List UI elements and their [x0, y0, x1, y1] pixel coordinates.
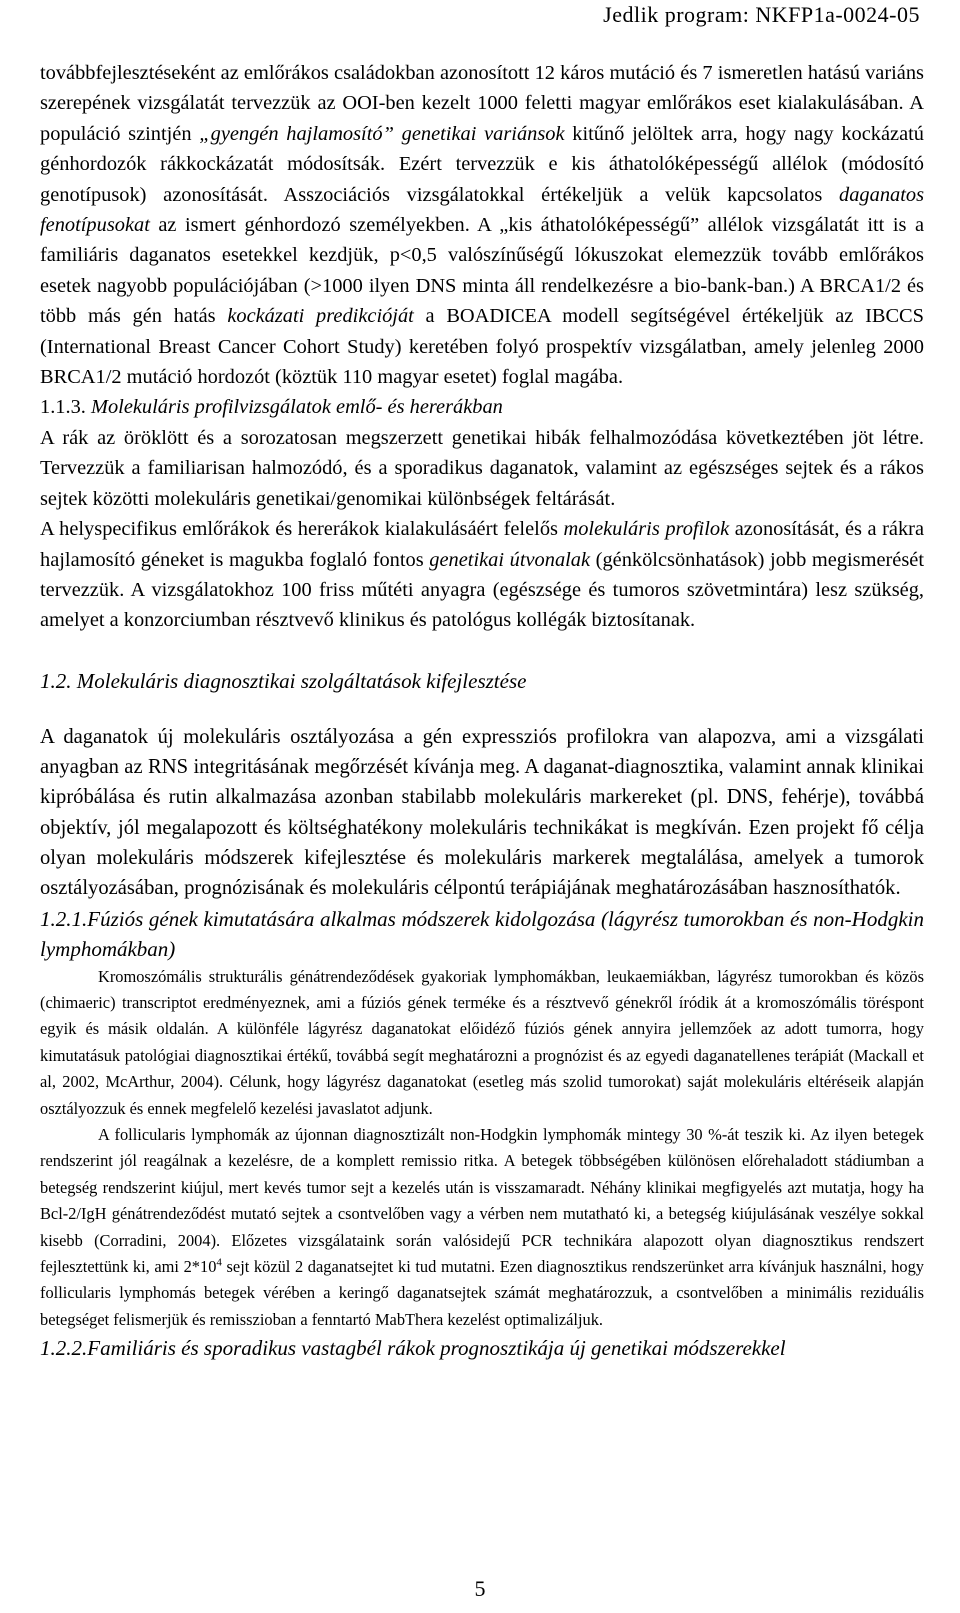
- paragraph: [40, 514, 924, 636]
- small-text-block: [40, 964, 924, 1334]
- text-run: a BOADICEA modell segítségével értékeljük az IBCCS (International Breast Cancer Cohort Study) keretében folyó prospektív vizsgálatban, amely jelenleg 2000 BRCA1/2 mutáció hordozót (köztük 110 magyar esetet) foglal magába.: [40, 305, 924, 389]
- italic-term: „gyengén hajlamosító” genetikai variánsok: [199, 122, 565, 145]
- paragraph: [40, 1122, 924, 1333]
- paragraph: Kromoszómális strukturális génátrendeződések gyakoriak lymphomákban, leukaemiákban, lágyrész tumorokban és közös (chimaeric) transcriptot eredményeznek, ami a fúziós gének terméke és a résztvevő génekről íródik át a kromoszómális töréspont egyik és másik oldalán. A különféle lágyrész daganatokat előidéző fúziós gének annyira jellemzőek az adott tumorra, hogy kimutatásuk patológiai diagnosztikai értékű, továbbá segít meghatározni a prognózist és az egyedi daganatellenes terápiát (Mackall et al, 2002, McArthur, 2004). Célunk, hogy lágyrész daganatokat (esetleg más szolid tumorokat) saját molekuláris eltéréseik alapján osztályozzuk és ennek megfelelő kezelési javaslatot adjunk.: [40, 966, 924, 1118]
- heading-title: 1.2.2.Familiáris és sporadikus vastagbél rákok prognosztikája új genetikai módszerekkel: [40, 1336, 786, 1361]
- heading-1-2-1: [40, 904, 924, 964]
- page-number: 5: [474, 1576, 486, 1601]
- section-1-1: [40, 58, 924, 636]
- heading-title: 1.2.1.Fúziós gének kimutatására alkalmas módszerek kidolgozása (lágyrész tumorokban és non-Hodgkin lymphomákban): [40, 906, 924, 961]
- italic-term: daganatos fenotípusokat: [40, 183, 924, 237]
- text-run: (génkölcsönhatások) jobb megismerését tervezzük. A vizsgálatokhoz 100 friss műtéti anyagra (egészsége és tumoros szövetmintára) lesz szükség, amelyet a konzorciumban résztvevő klinikus és patológus kollégák biztosítanak.: [40, 548, 924, 632]
- heading-1-2-2: [40, 1333, 924, 1363]
- superscript: 4: [216, 1256, 222, 1269]
- paragraph: A daganatok új molekuláris osztályozása a gén expressziós profilokra van alapozva, ami a vizsgálati anyagban az RNS integritásának megőrzését kívánja meg. A daganat-diagnosztika, valamint annak klinikai kipróbálása és rutin alkalmazása azonban stabilabb molekuláris markereket (pl. DNS, fehérje), továbbá objektív, jól megalapozott és költséghatékony molekuláris technikákat is megkíván. Ezen projekt fő célja olyan molekuláris módszerek kifejlesztése és molekuláris markerek megtalálása, amelyek a tumorok osztályozásában, prognózisának és molekuláris célpontú terápiájának meghatározásában hasznosíthatók.: [40, 725, 924, 900]
- text-run: sejt közül 2 daganatsejtet ki tud mutatni. Ezen diagnosztikus rendszerünket arra kívánjuk használni, hogy follicularis lymphomás betegek vérében a keringő daganatsejtek számát meghatározzuk, a csontvelőben a minimális reziduális betegséget felismerjük és remisszioban a fenntartó MabThera kezelést optimalizáljuk.: [40, 1256, 924, 1329]
- text-run: A helyspecifikus emlőrákok és hererákok kialakulásáért felelős: [40, 518, 564, 541]
- text-run: azonosítását, és a rákra hajlamosító géneket is magukba foglaló fontos: [40, 518, 924, 571]
- text-run: továbbfejlesztéseként az emlőrákos családokban azonosított 12 káros mutáció és 7 ismeretlen hatású variáns szerepének vizsgálatát tervezzük az OOI-ben kezelt 1000 feletti magyar emlőrákos eset kialakulásában. A populáció szintjén: [40, 62, 924, 145]
- text-run: A follicularis lymphomák az újonnan diagnosztizált non-Hodgkin lymphomák mintegy 30 %-át teszik ki. Az ilyen betegek rendszerint jól reagálnak a kezelésre, de a komplett remissio ritka. A betegek többségében különösen előrehaladott stádiumban a betegség rendszerint kiújul, mert kevés tumor sejt a kezelés után is visszamaradt. Néhány klinikai megfigyelés azt mutatja, hogy ha Bcl-2/IgH génátrendeződést mutató sejtek a csontvelőben vagy a vérben nem mutatható ki, a betegség kiújulásának veszélye sokkal kisebb (Corradini, 2004). Előzetes vizsgálataink során valósidejű PCR technikára alapozott olyan diagnosztikus rendszert fejlesztettünk ki, ami 2*10: [40, 1124, 924, 1276]
- text-run: kitűnő jelöltek arra, hogy nagy kockázatú génhordozók rákkockázatát módosítsák. Ezért tervezzük e kis áthatolóképességű allélok (módosító genotípusok) azonosítását. Asszociációs vizsgálatokkal értékeljük a velük kapcsolatos: [40, 122, 924, 206]
- italic-term: molekuláris profilok: [563, 518, 730, 541]
- paragraph-continuation: [40, 58, 924, 392]
- italic-term: genetikai útvonalak: [429, 548, 591, 571]
- heading-title: Molekuláris profilvizsgálatok emlő- és hererákban: [90, 396, 503, 419]
- paragraph: A rák az öröklött és a sorozatosan megszerzett genetikai hibák felhalmozódása következtében jöt létre. Tervezzük a familiarisan halmozódó, és a sporadikus daganatok, valamint az egészséges sejtek és a rákos sejtek közötti molekuláris genetikai/genomikai különbségek feltárását.: [40, 426, 924, 510]
- heading-1-1-3: [40, 392, 924, 422]
- page-content: [40, 58, 924, 1363]
- heading-title: 1.2. Molekuláris diagnosztikai szolgáltatások kifejlesztése: [40, 668, 527, 693]
- running-header: Jedlik program: NKFP1a-0024-05: [603, 2, 920, 27]
- heading-number: 1.1.3.: [40, 396, 91, 419]
- text-run: az ismert génhordozó személyekben. A „kis áthatolóképességű” allélok vizsgálatát itt is a familiáris daganatos esetekkel kezdjük, p<0,5 valószínűségű lókuszokat elemezzük tovább emlőrákos esetek nagyobb populációjában (>1000 ilyen DNS minta áll rendelkezésre a bio-bank-ban.) A BRCA1/2 és több más gén hatás: [40, 214, 924, 328]
- heading-1-2: [40, 666, 924, 696]
- italic-term: kockázati predikcióját: [227, 305, 414, 328]
